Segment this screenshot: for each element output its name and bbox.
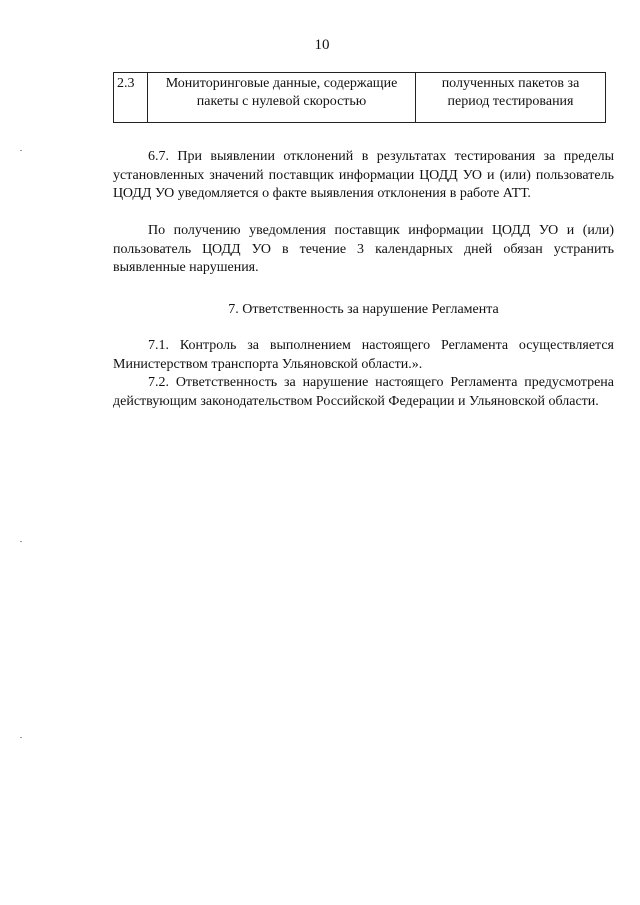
page-number: 10 (314, 37, 330, 53)
paragraph-7-1: 7.1. Контроль за выполнением настоящего Регламента осуществляется Министерством транспорта Ульяновской области.». (113, 338, 614, 372)
row-number-cell: 2.3 (114, 73, 148, 123)
table-row (114, 73, 606, 123)
paragraph-notification: По получению уведомления поставщик информации ЦОДД УО и (или) пользователь ЦОДД УО в течение 3 календарных дней обязан устранить выявленные нарушения. (113, 223, 614, 275)
row-value-cell: полученных пакетов за период тестирования (416, 73, 606, 123)
margin-mark (20, 737, 22, 738)
margin-mark (20, 541, 22, 542)
section-7-heading: 7. Ответственность за нарушение Регламента (228, 302, 499, 317)
row-description-cell: Мониторинговые данные, содержащие пакеты с нулевой скоростью (148, 73, 416, 123)
monitoring-table (113, 72, 606, 123)
paragraph-6-7: 6.7. При выявлении отклонений в результатах тестирования за пределы установленных значений поставщик информации ЦОДД УО и (или) пользователь ЦОДД УО уведомляется о факте выявления отклонения в работе АТТ. (113, 149, 614, 201)
margin-mark (20, 150, 22, 151)
paragraph-7-2: 7.2. Ответственность за нарушение настоящего Регламента предусмотрена действующим законодательством Российской Федерации и Ульяновской области. (113, 375, 614, 409)
